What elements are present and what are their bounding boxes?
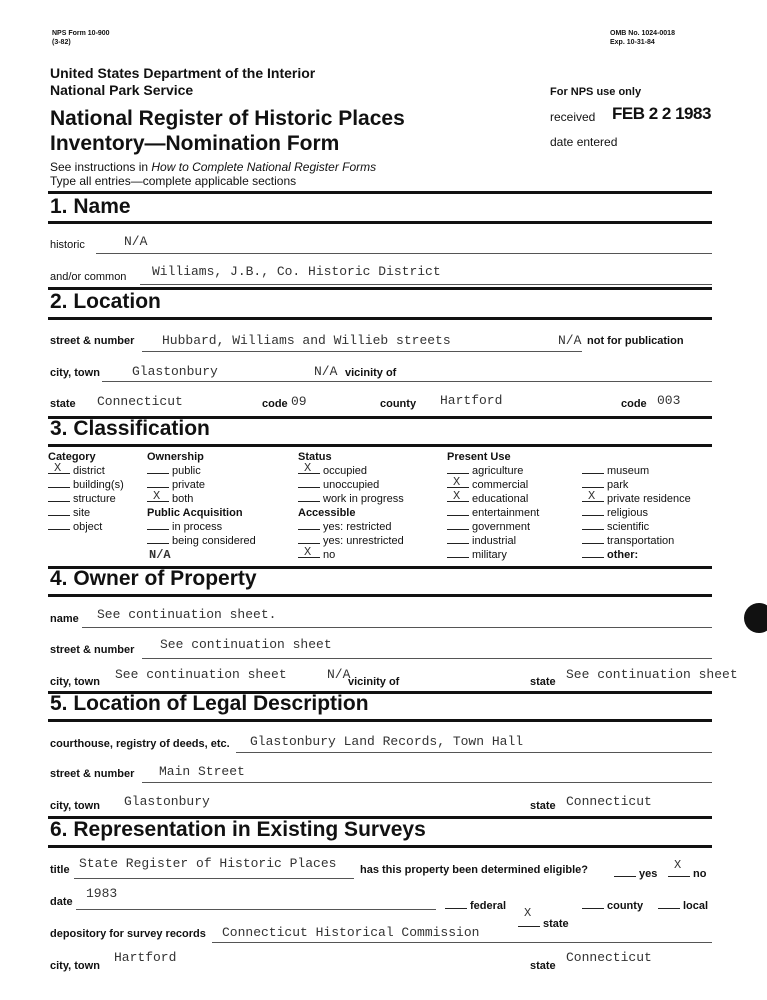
form-revision: (3-82)	[52, 39, 71, 46]
survey-state-label: state	[530, 960, 556, 972]
accessible-header: Accessible	[298, 507, 356, 519]
depository-value: Connecticut Historical Commission	[222, 925, 480, 940]
use-educational[interactable]: X educational	[447, 492, 539, 506]
field-line	[76, 909, 436, 910]
department-name: United States Department of the Interior	[50, 65, 316, 81]
field-line	[96, 253, 712, 254]
category-site[interactable]: site	[48, 506, 124, 520]
use-scientific[interactable]: scientific	[582, 520, 691, 534]
section-6-title: 6. Representation in Existing Surveys	[50, 818, 426, 841]
field-line	[102, 381, 712, 382]
common-name-label: and/or common	[50, 271, 127, 283]
section-5-title: 5. Location of Legal Description	[50, 692, 369, 715]
street-label: street & number	[50, 335, 135, 347]
received-stamp: FEB 2 2 1983	[612, 104, 711, 123]
survey-title-value: State Register of Historic Places	[79, 856, 337, 871]
use-transportation[interactable]: transportation	[582, 534, 691, 548]
courthouse-value: Glastonbury Land Records, Town Hall	[250, 734, 524, 749]
eligible-label: has this property been determined eligible?	[360, 864, 588, 876]
owner-city-label: city, town	[50, 676, 100, 688]
present-use-header: Present Use	[447, 451, 511, 463]
section-divider	[48, 191, 712, 194]
instructions-line1: See instructions in How to Complete National Register Forms	[50, 160, 377, 174]
ownership-public[interactable]: public	[147, 464, 256, 478]
owner-street-label: street & number	[50, 644, 135, 656]
category-object[interactable]: object	[48, 520, 124, 534]
use-private-residence[interactable]: X private residence	[582, 492, 691, 506]
county-value: Hartford	[440, 393, 503, 408]
level-federal[interactable]: federal	[445, 896, 506, 914]
use-religious[interactable]: religious	[582, 506, 691, 520]
form-number: NPS Form 10-900	[52, 30, 110, 37]
ownership-header: Ownership	[147, 451, 204, 463]
accessible-restricted[interactable]: yes: restricted	[298, 520, 404, 534]
section-divider	[48, 594, 712, 597]
code-value: 09	[291, 394, 307, 409]
accessible-no[interactable]: X no	[298, 548, 404, 562]
section-divider	[48, 221, 712, 224]
use-park[interactable]: park	[582, 478, 691, 492]
historic-value: N/A	[124, 234, 148, 249]
use-military[interactable]: military	[447, 548, 539, 562]
form-title-line1: National Register of Historic Places	[50, 107, 405, 130]
county-label: county	[380, 398, 417, 410]
acquisition-being-considered[interactable]: being considered	[147, 534, 256, 548]
field-line	[142, 351, 582, 352]
common-name-value: Williams, J.B., Co. Historic District	[152, 264, 441, 279]
nps-use-only: For NPS use only	[550, 86, 642, 98]
owner-vicinity-value: N/A	[327, 667, 351, 682]
present-use-column-2	[582, 464, 691, 562]
use-government[interactable]: government	[447, 520, 539, 534]
owner-name-value: See continuation sheet.	[97, 607, 277, 622]
use-museum[interactable]: museum	[582, 464, 691, 478]
category-column	[48, 450, 124, 534]
received-label: received	[550, 110, 596, 124]
ownership-private[interactable]: private	[147, 478, 256, 492]
state-value: Connecticut	[97, 394, 183, 409]
category-buildings[interactable]: building(s)	[48, 478, 124, 492]
status-column	[298, 450, 404, 562]
nfp-value: N/A	[558, 333, 582, 348]
status-unoccupied[interactable]: unoccupied	[298, 478, 404, 492]
legal-street-label: street & number	[50, 768, 135, 780]
owner-name-label: name	[50, 613, 79, 625]
historic-label: historic	[50, 239, 85, 251]
legal-city-value: Glastonbury	[124, 794, 210, 809]
eligible-no[interactable]: X no	[668, 864, 767, 882]
omb-number: OMB No. 1024-0018	[610, 30, 675, 37]
survey-city-value: Hartford	[114, 950, 177, 965]
owner-state-value: See continuation sheet	[566, 667, 738, 682]
survey-city-label: city, town	[50, 960, 100, 972]
section-1-title: 1. Name	[50, 195, 131, 218]
use-other[interactable]: other:	[582, 548, 691, 562]
legal-state-label: state	[530, 800, 556, 812]
section-3-title: 3. Classification	[50, 417, 210, 440]
accessible-unrestricted[interactable]: yes: unrestricted	[298, 534, 404, 548]
category-district[interactable]: X district	[48, 464, 124, 478]
field-line	[236, 752, 712, 753]
level-county[interactable]: county	[582, 896, 643, 914]
code2-label: code	[621, 398, 647, 410]
date-entered-label: date entered	[550, 135, 618, 149]
category-structure[interactable]: structure	[48, 492, 124, 506]
use-industrial[interactable]: industrial	[447, 534, 539, 548]
section-divider	[48, 317, 712, 320]
courthouse-label: courthouse, registry of deeds, etc.	[50, 738, 230, 750]
acquisition-note: N/A	[149, 548, 171, 562]
city-label: city, town	[50, 367, 100, 379]
status-header: Status	[298, 451, 332, 463]
section-divider	[48, 444, 712, 447]
section-divider	[48, 845, 712, 848]
use-commercial[interactable]: X commercial	[447, 478, 539, 492]
expiration-date: Exp. 10-31-84	[610, 39, 655, 46]
field-line	[142, 658, 712, 659]
use-agriculture[interactable]: agriculture	[447, 464, 539, 478]
binding-tab-marker	[744, 603, 767, 633]
owner-street-value: See continuation sheet	[160, 637, 332, 652]
survey-state-value: Connecticut	[566, 950, 652, 965]
form-title-line2: Inventory—Nomination Form	[50, 132, 340, 155]
acquisition-in-process[interactable]: in process	[147, 520, 256, 534]
not-for-publication-label: not for publication	[587, 335, 684, 347]
service-name: National Park Service	[50, 82, 194, 98]
code-label: code	[262, 398, 288, 410]
instructions-line2: Type all entries—complete applicable sections	[50, 174, 297, 188]
field-line	[82, 627, 712, 628]
street-value: Hubbard, Williams and Willieb streets	[162, 333, 451, 348]
field-line	[140, 284, 712, 285]
status-occupied[interactable]: X occupied	[298, 464, 404, 478]
status-work-in-progress[interactable]: work in progress	[298, 492, 404, 506]
present-use-column	[447, 450, 539, 562]
section-2-title: 2. Location	[50, 290, 161, 313]
legal-street-value: Main Street	[159, 764, 245, 779]
level-state[interactable]: X state	[518, 914, 767, 932]
legal-state-value: Connecticut	[566, 794, 652, 809]
section-divider	[48, 719, 712, 722]
state-label: state	[50, 398, 76, 410]
legal-city-label: city, town	[50, 800, 100, 812]
vicinity-label: vicinity of	[345, 367, 397, 379]
survey-date-value: 1983	[86, 886, 118, 901]
eligible-yes[interactable]: yes	[614, 864, 657, 882]
survey-title-label: title	[50, 864, 70, 876]
ownership-column	[147, 450, 256, 562]
section-4-title: 4. Owner of Property	[50, 567, 257, 590]
acquisition-header: Public Acquisition	[147, 507, 243, 519]
ownership-both[interactable]: X both	[147, 492, 256, 506]
depository-label: depository for survey records	[50, 928, 206, 940]
category-header: Category	[48, 451, 96, 463]
vicinity-value: N/A	[314, 364, 338, 379]
owner-city-value: See continuation sheet	[115, 667, 287, 682]
use-entertainment[interactable]: entertainment	[447, 506, 539, 520]
field-line	[74, 878, 354, 879]
owner-vicinity-label: vicinity of	[348, 676, 400, 688]
survey-date-label: date	[50, 896, 73, 908]
owner-state-label: state	[530, 676, 556, 688]
field-line	[142, 782, 712, 783]
code2-value: 003	[657, 393, 681, 408]
field-line	[212, 942, 712, 943]
level-local[interactable]: local	[658, 896, 708, 914]
city-value: Glastonbury	[132, 364, 218, 379]
